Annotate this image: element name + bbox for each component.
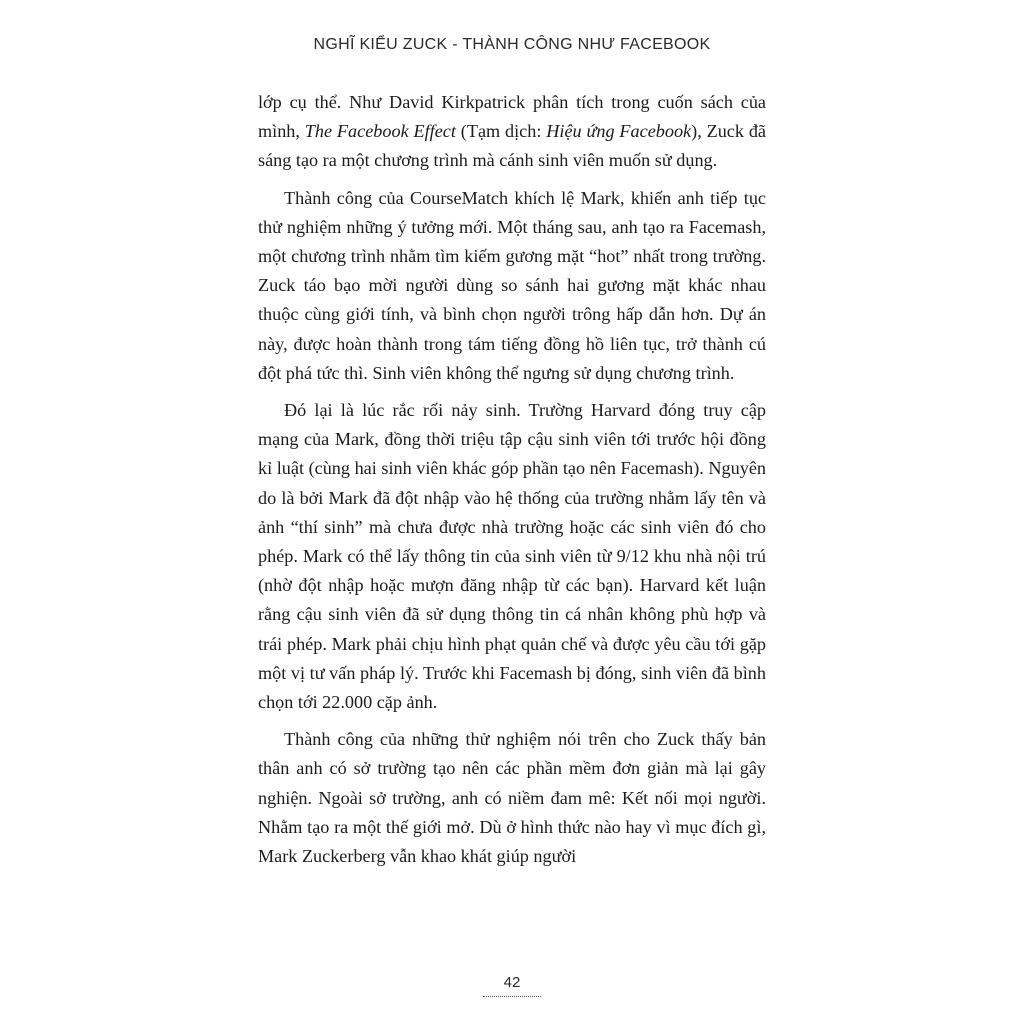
- running-header: NGHĨ KIỂU ZUCK - THÀNH CÔNG NHƯ FACEBOOK: [313, 36, 711, 53]
- paragraph-1-text-c: ), Zuck đã sáng tạo ra một chương trình mà cánh sinh viên muốn sử dụng.: [258, 121, 766, 171]
- paragraph-1-text-b: (Tạm dịch:: [455, 121, 547, 142]
- body-text: [258, 88, 766, 879]
- book-title: The Facebook Effect: [304, 121, 456, 142]
- paragraph-2: Thành công của CourseMatch khích lệ Mark, khiến anh tiếp tục thử nghiệm những ý tưởng mới. Một tháng sau, anh tạo ra Facemash, một chương trình nhằm tìm kiếm gương mặt “hot” nhất trong trường. Zuck táo bạo mời người dùng so sánh hai gương mặt khác nhau thuộc cùng giới tính, và bình chọn người trông hấp dẫn hơn. Dự án này, được hoàn thành trong tám tiếng đồng hồ liên tục, trở thành cú đột phá tức thì. Sinh viên không thể ngưng sử dụng chương trình.: [258, 187, 766, 383]
- paragraph-1-text-a: lớp cụ thể. Như David Kirkpatrick phân tích trong cuốn sách của mình,: [258, 92, 766, 142]
- paragraph-1: [258, 88, 766, 176]
- paragraph-4: Thành công của những thử nghiệm nói trên cho Zuck thấy bản thân anh có sở trường tạo nên các phần mềm đơn giản mà lại gây nghiện. Ngoài sở trường, anh có niềm đam mê: Kết nối mọi người. Nhằm tạo ra một thế giới mở. Dù ở hình thức nào hay vì mục đích gì, Mark Zuckerberg vẫn khao khát giúp người: [258, 729, 766, 867]
- page-number-dotted-rule: [483, 996, 541, 997]
- paragraph-3: Đó lại là lúc rắc rối nảy sinh. Trường Harvard đóng truy cập mạng của Mark, đồng thời triệu tập cậu sinh viên tới trước hội đồng kỉ luật (cùng hai sinh viên khác góp phần tạo nên Facemash). Nguyên do là bởi Mark đã đột nhập vào hệ thống của trường nhằm lấy tên và ảnh “thí sinh” mà chưa được nhà trường hoặc các sinh viên đó cho phép. Mark có thể lấy thông tin của sinh viên từ 9/12 khu nhà nội trú (nhờ đột nhập hoặc mượn đăng nhập từ các bạn). Harvard kết luận rằng cậu sinh viên đã sử dụng thông tin cá nhân không phù hợp và trái phép. Mark phải chịu hình phạt quản chế và được yêu cầu tới gặp một vị tư vấn pháp lý. Trước khi Facemash bị đóng, sinh viên đã bình chọn tới 22.000 cặp ảnh.: [258, 400, 766, 713]
- page-number: 42: [503, 974, 521, 991]
- translated-title: Hiệu ứng Facebook: [546, 121, 692, 142]
